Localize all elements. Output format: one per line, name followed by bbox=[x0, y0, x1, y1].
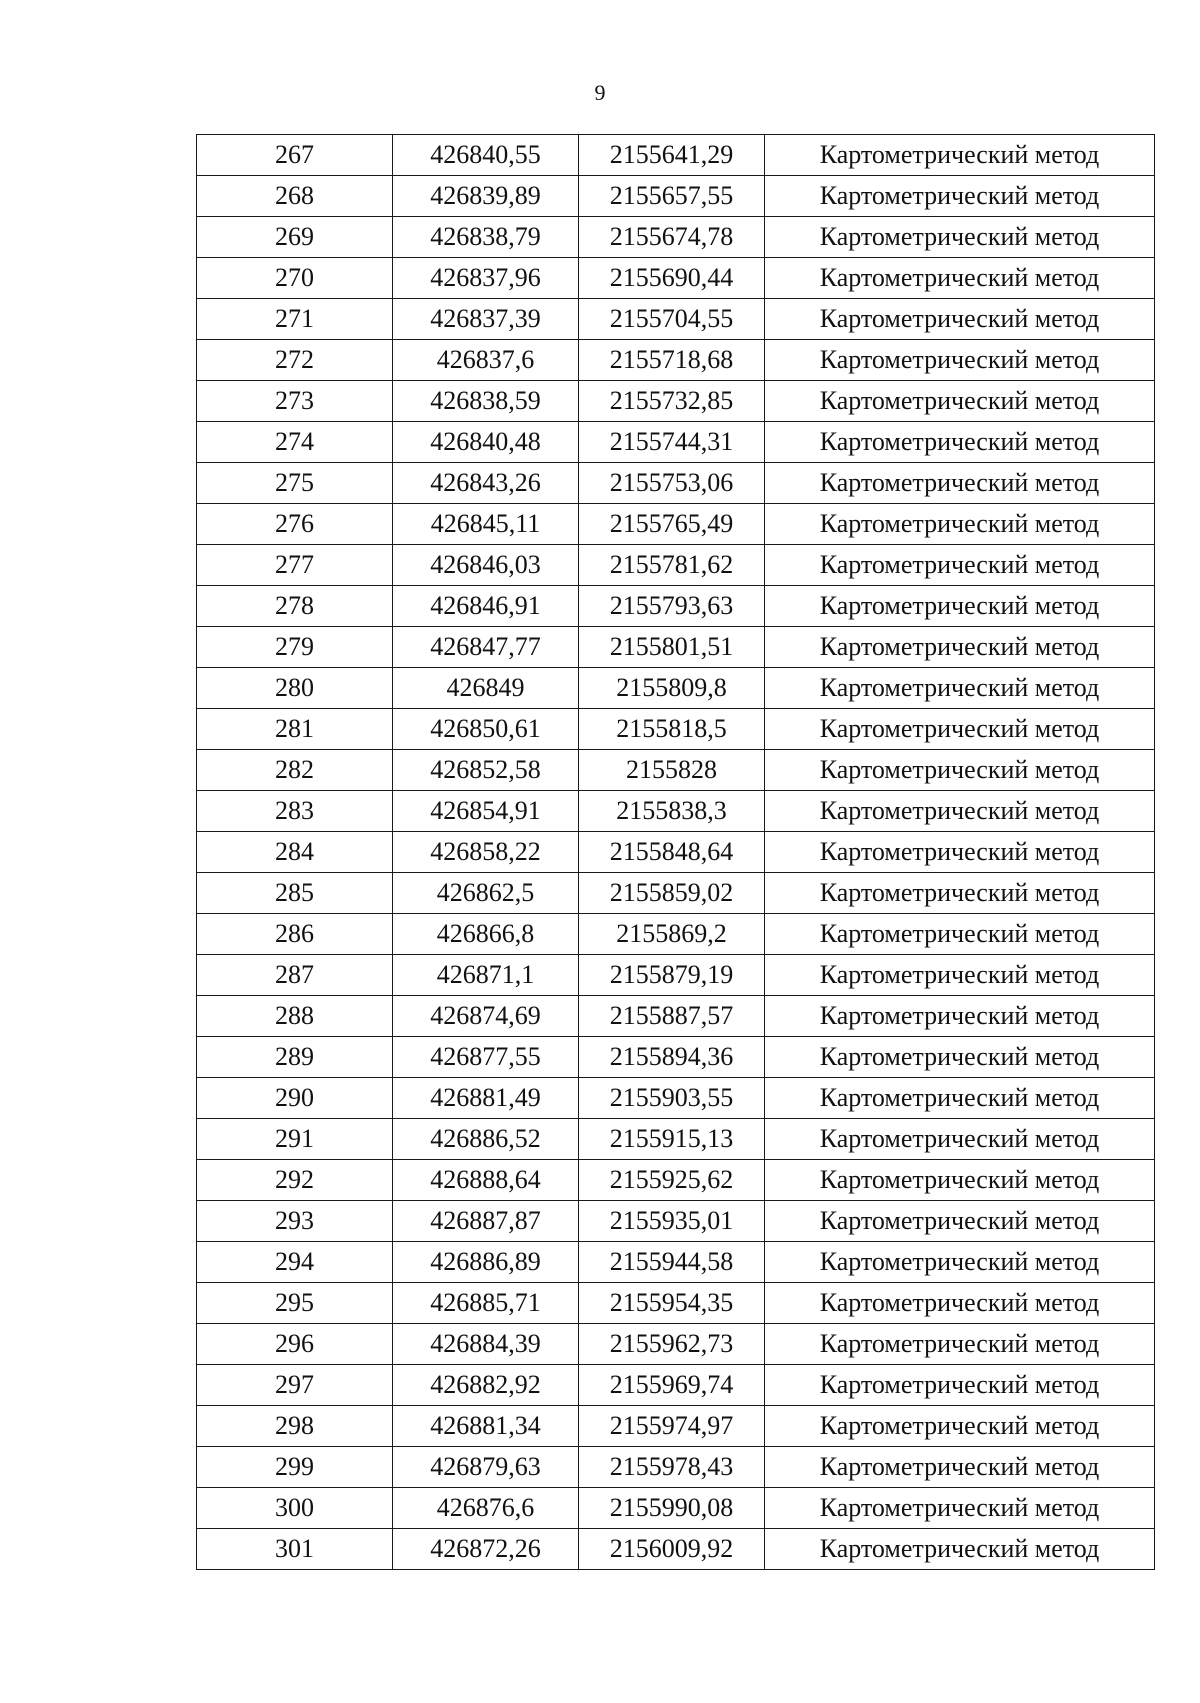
y-coordinate-cell: 2155974,97 bbox=[579, 1406, 765, 1447]
point-number-cell: 287 bbox=[197, 955, 393, 996]
x-coordinate-cell: 426846,91 bbox=[393, 586, 579, 627]
y-coordinate-cell: 2156009,92 bbox=[579, 1529, 765, 1570]
y-coordinate-cell: 2155915,13 bbox=[579, 1119, 765, 1160]
point-number-cell: 297 bbox=[197, 1365, 393, 1406]
table-row bbox=[197, 1365, 1155, 1406]
method-cell: Картометрический метод bbox=[765, 832, 1155, 873]
x-coordinate-cell: 426886,52 bbox=[393, 1119, 579, 1160]
method-cell: Картометрический метод bbox=[765, 217, 1155, 258]
method-cell: Картометрический метод bbox=[765, 340, 1155, 381]
y-coordinate-cell: 2155801,51 bbox=[579, 627, 765, 668]
x-coordinate-cell: 426866,8 bbox=[393, 914, 579, 955]
coordinates-table bbox=[196, 134, 1155, 1570]
table-row bbox=[197, 668, 1155, 709]
y-coordinate-cell: 2155690,44 bbox=[579, 258, 765, 299]
x-coordinate-cell: 426847,77 bbox=[393, 627, 579, 668]
method-cell: Картометрический метод bbox=[765, 1365, 1155, 1406]
table-row bbox=[197, 996, 1155, 1037]
method-cell: Картометрический метод bbox=[765, 1201, 1155, 1242]
x-coordinate-cell: 426881,49 bbox=[393, 1078, 579, 1119]
point-number-cell: 294 bbox=[197, 1242, 393, 1283]
point-number-cell: 269 bbox=[197, 217, 393, 258]
x-coordinate-cell: 426871,1 bbox=[393, 955, 579, 996]
point-number-cell: 271 bbox=[197, 299, 393, 340]
x-coordinate-cell: 426886,89 bbox=[393, 1242, 579, 1283]
y-coordinate-cell: 2155818,5 bbox=[579, 709, 765, 750]
x-coordinate-cell: 426837,96 bbox=[393, 258, 579, 299]
x-coordinate-cell: 426840,48 bbox=[393, 422, 579, 463]
point-number-cell: 268 bbox=[197, 176, 393, 217]
x-coordinate-cell: 426854,91 bbox=[393, 791, 579, 832]
method-cell: Картометрический метод bbox=[765, 1324, 1155, 1365]
y-coordinate-cell: 2155935,01 bbox=[579, 1201, 765, 1242]
point-number-cell: 288 bbox=[197, 996, 393, 1037]
y-coordinate-cell: 2155674,78 bbox=[579, 217, 765, 258]
point-number-cell: 279 bbox=[197, 627, 393, 668]
method-cell: Картометрический метод bbox=[765, 299, 1155, 340]
table-row bbox=[197, 463, 1155, 504]
point-number-cell: 290 bbox=[197, 1078, 393, 1119]
point-number-cell: 293 bbox=[197, 1201, 393, 1242]
method-cell: Картометрический метод bbox=[765, 955, 1155, 996]
x-coordinate-cell: 426849 bbox=[393, 668, 579, 709]
table-row bbox=[197, 1078, 1155, 1119]
y-coordinate-cell: 2155657,55 bbox=[579, 176, 765, 217]
table-row bbox=[197, 504, 1155, 545]
y-coordinate-cell: 2155969,74 bbox=[579, 1365, 765, 1406]
x-coordinate-cell: 426882,92 bbox=[393, 1365, 579, 1406]
method-cell: Картометрический метод bbox=[765, 586, 1155, 627]
y-coordinate-cell: 2155809,8 bbox=[579, 668, 765, 709]
table-row bbox=[197, 1119, 1155, 1160]
x-coordinate-cell: 426850,61 bbox=[393, 709, 579, 750]
method-cell: Картометрический метод bbox=[765, 791, 1155, 832]
y-coordinate-cell: 2155869,2 bbox=[579, 914, 765, 955]
table-row bbox=[197, 217, 1155, 258]
method-cell: Картометрический метод bbox=[765, 1160, 1155, 1201]
table-row bbox=[197, 176, 1155, 217]
x-coordinate-cell: 426874,69 bbox=[393, 996, 579, 1037]
y-coordinate-cell: 2155704,55 bbox=[579, 299, 765, 340]
y-coordinate-cell: 2155838,3 bbox=[579, 791, 765, 832]
table-row bbox=[197, 791, 1155, 832]
point-number-cell: 291 bbox=[197, 1119, 393, 1160]
point-number-cell: 299 bbox=[197, 1447, 393, 1488]
x-coordinate-cell: 426838,59 bbox=[393, 381, 579, 422]
y-coordinate-cell: 2155925,62 bbox=[579, 1160, 765, 1201]
point-number-cell: 298 bbox=[197, 1406, 393, 1447]
point-number-cell: 280 bbox=[197, 668, 393, 709]
table-row bbox=[197, 381, 1155, 422]
method-cell: Картометрический метод bbox=[765, 996, 1155, 1037]
point-number-cell: 292 bbox=[197, 1160, 393, 1201]
table-row bbox=[197, 258, 1155, 299]
x-coordinate-cell: 426872,26 bbox=[393, 1529, 579, 1570]
x-coordinate-cell: 426846,03 bbox=[393, 545, 579, 586]
y-coordinate-cell: 2155718,68 bbox=[579, 340, 765, 381]
x-coordinate-cell: 426885,71 bbox=[393, 1283, 579, 1324]
table-row bbox=[197, 422, 1155, 463]
y-coordinate-cell: 2155828 bbox=[579, 750, 765, 791]
table-row bbox=[197, 1406, 1155, 1447]
y-coordinate-cell: 2155903,55 bbox=[579, 1078, 765, 1119]
y-coordinate-cell: 2155765,49 bbox=[579, 504, 765, 545]
point-number-cell: 296 bbox=[197, 1324, 393, 1365]
point-number-cell: 278 bbox=[197, 586, 393, 627]
y-coordinate-cell: 2155990,08 bbox=[579, 1488, 765, 1529]
table-row bbox=[197, 135, 1155, 176]
y-coordinate-cell: 2155954,35 bbox=[579, 1283, 765, 1324]
y-coordinate-cell: 2155887,57 bbox=[579, 996, 765, 1037]
point-number-cell: 284 bbox=[197, 832, 393, 873]
table-row bbox=[197, 709, 1155, 750]
table-row bbox=[197, 1488, 1155, 1529]
table-row bbox=[197, 627, 1155, 668]
method-cell: Картометрический метод bbox=[765, 709, 1155, 750]
point-number-cell: 285 bbox=[197, 873, 393, 914]
coordinates-table-body bbox=[197, 135, 1155, 1570]
y-coordinate-cell: 2155793,63 bbox=[579, 586, 765, 627]
table-row bbox=[197, 340, 1155, 381]
method-cell: Картометрический метод bbox=[765, 545, 1155, 586]
y-coordinate-cell: 2155859,02 bbox=[579, 873, 765, 914]
point-number-cell: 275 bbox=[197, 463, 393, 504]
page-number: 9 bbox=[594, 80, 606, 105]
table-row bbox=[197, 1324, 1155, 1365]
x-coordinate-cell: 426837,6 bbox=[393, 340, 579, 381]
point-number-cell: 274 bbox=[197, 422, 393, 463]
x-coordinate-cell: 426888,64 bbox=[393, 1160, 579, 1201]
table-row bbox=[197, 1447, 1155, 1488]
point-number-cell: 281 bbox=[197, 709, 393, 750]
table-row bbox=[197, 914, 1155, 955]
method-cell: Картометрический метод bbox=[765, 381, 1155, 422]
x-coordinate-cell: 426852,58 bbox=[393, 750, 579, 791]
x-coordinate-cell: 426881,34 bbox=[393, 1406, 579, 1447]
x-coordinate-cell: 426837,39 bbox=[393, 299, 579, 340]
y-coordinate-cell: 2155753,06 bbox=[579, 463, 765, 504]
x-coordinate-cell: 426858,22 bbox=[393, 832, 579, 873]
table-row bbox=[197, 1529, 1155, 1570]
method-cell: Картометрический метод bbox=[765, 463, 1155, 504]
x-coordinate-cell: 426877,55 bbox=[393, 1037, 579, 1078]
method-cell: Картометрический метод bbox=[765, 1406, 1155, 1447]
method-cell: Картометрический метод bbox=[765, 1529, 1155, 1570]
x-coordinate-cell: 426884,39 bbox=[393, 1324, 579, 1365]
method-cell: Картометрический метод bbox=[765, 1242, 1155, 1283]
table-row bbox=[197, 1037, 1155, 1078]
table-row bbox=[197, 1283, 1155, 1324]
point-number-cell: 282 bbox=[197, 750, 393, 791]
method-cell: Картометрический метод bbox=[765, 873, 1155, 914]
point-number-cell: 267 bbox=[197, 135, 393, 176]
y-coordinate-cell: 2155978,43 bbox=[579, 1447, 765, 1488]
y-coordinate-cell: 2155732,85 bbox=[579, 381, 765, 422]
method-cell: Картометрический метод bbox=[765, 1283, 1155, 1324]
table-row bbox=[197, 299, 1155, 340]
x-coordinate-cell: 426843,26 bbox=[393, 463, 579, 504]
y-coordinate-cell: 2155962,73 bbox=[579, 1324, 765, 1365]
point-number-cell: 286 bbox=[197, 914, 393, 955]
y-coordinate-cell: 2155944,58 bbox=[579, 1242, 765, 1283]
point-number-cell: 277 bbox=[197, 545, 393, 586]
y-coordinate-cell: 2155894,36 bbox=[579, 1037, 765, 1078]
x-coordinate-cell: 426839,89 bbox=[393, 176, 579, 217]
x-coordinate-cell: 426876,6 bbox=[393, 1488, 579, 1529]
method-cell: Картометрический метод bbox=[765, 668, 1155, 709]
method-cell: Картометрический метод bbox=[765, 750, 1155, 791]
table-row bbox=[197, 1201, 1155, 1242]
y-coordinate-cell: 2155781,62 bbox=[579, 545, 765, 586]
table-row bbox=[197, 873, 1155, 914]
point-number-cell: 276 bbox=[197, 504, 393, 545]
y-coordinate-cell: 2155641,29 bbox=[579, 135, 765, 176]
point-number-cell: 272 bbox=[197, 340, 393, 381]
table-row bbox=[197, 1160, 1155, 1201]
method-cell: Картометрический метод bbox=[765, 1119, 1155, 1160]
table-row bbox=[197, 1242, 1155, 1283]
x-coordinate-cell: 426879,63 bbox=[393, 1447, 579, 1488]
method-cell: Картометрический метод bbox=[765, 422, 1155, 463]
method-cell: Картометрический метод bbox=[765, 1037, 1155, 1078]
table-row bbox=[197, 955, 1155, 996]
point-number-cell: 273 bbox=[197, 381, 393, 422]
method-cell: Картометрический метод bbox=[765, 914, 1155, 955]
method-cell: Картометрический метод bbox=[765, 1447, 1155, 1488]
x-coordinate-cell: 426862,5 bbox=[393, 873, 579, 914]
method-cell: Картометрический метод bbox=[765, 176, 1155, 217]
point-number-cell: 283 bbox=[197, 791, 393, 832]
y-coordinate-cell: 2155848,64 bbox=[579, 832, 765, 873]
table-row bbox=[197, 750, 1155, 791]
method-cell: Картометрический метод bbox=[765, 504, 1155, 545]
point-number-cell: 289 bbox=[197, 1037, 393, 1078]
table-row bbox=[197, 586, 1155, 627]
point-number-cell: 301 bbox=[197, 1529, 393, 1570]
method-cell: Картометрический метод bbox=[765, 135, 1155, 176]
point-number-cell: 300 bbox=[197, 1488, 393, 1529]
x-coordinate-cell: 426887,87 bbox=[393, 1201, 579, 1242]
table-row bbox=[197, 832, 1155, 873]
table-row bbox=[197, 545, 1155, 586]
point-number-cell: 295 bbox=[197, 1283, 393, 1324]
method-cell: Картометрический метод bbox=[765, 1488, 1155, 1529]
method-cell: Картометрический метод bbox=[765, 1078, 1155, 1119]
y-coordinate-cell: 2155879,19 bbox=[579, 955, 765, 996]
x-coordinate-cell: 426845,11 bbox=[393, 504, 579, 545]
point-number-cell: 270 bbox=[197, 258, 393, 299]
y-coordinate-cell: 2155744,31 bbox=[579, 422, 765, 463]
method-cell: Картометрический метод bbox=[765, 258, 1155, 299]
method-cell: Картометрический метод bbox=[765, 627, 1155, 668]
x-coordinate-cell: 426838,79 bbox=[393, 217, 579, 258]
x-coordinate-cell: 426840,55 bbox=[393, 135, 579, 176]
